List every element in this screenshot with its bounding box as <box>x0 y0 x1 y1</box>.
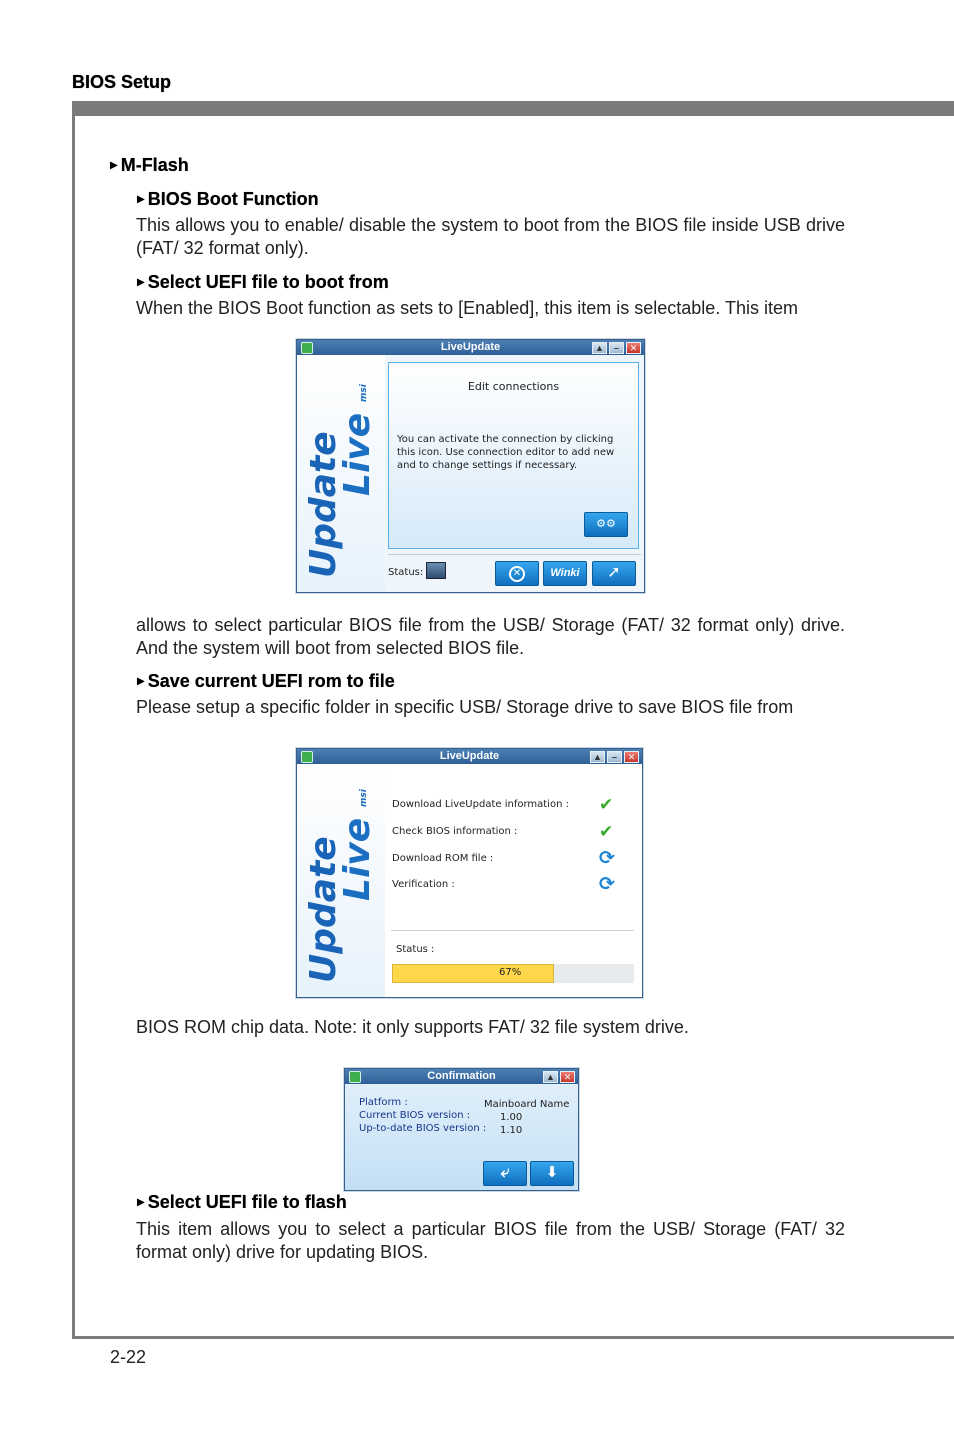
step-verification: Verification : <box>392 879 455 890</box>
connection-settings-button[interactable] <box>584 512 628 537</box>
uptodate-bios-value: 1.10 <box>500 1125 523 1136</box>
refresh-icon: ⟳ <box>599 848 615 869</box>
logo-brand-text: msi <box>359 384 369 402</box>
progress-fill <box>392 964 554 983</box>
cancel-button[interactable] <box>495 561 539 586</box>
page-number: 2-22 <box>110 1347 147 1367</box>
step-download-info: Download LiveUpdate information : <box>392 799 569 810</box>
window-titlebar <box>345 1069 578 1084</box>
section-heading <box>110 155 189 176</box>
progress-bar <box>392 964 634 983</box>
divider <box>388 554 641 555</box>
liveupdate-logo-panel <box>297 355 385 592</box>
liveupdate-window-1 <box>296 339 645 593</box>
logo-live-text: Live <box>337 412 378 496</box>
liveupdate-window-2 <box>296 748 643 998</box>
network-computers-icon <box>426 562 446 579</box>
item-text-select-uefi-boot-2: allows to select particular BIOS file from the USB/ Storage (FAT/ 32 format only) drive. And the system will boot from selected BIOS file. <box>136 615 845 658</box>
item-heading-select-uefi-boot <box>137 272 389 293</box>
logo-live-text: Live <box>337 817 378 901</box>
back-arrow-icon: ⤶ <box>500 1164 510 1181</box>
bottom-rule <box>72 1336 954 1339</box>
page-header-title: BIOS Setup <box>72 72 172 92</box>
progress-text: 67% <box>499 967 522 978</box>
logo-brand-text: msi <box>359 789 369 807</box>
header-bar <box>72 101 954 116</box>
cancel-circle-icon: ✕ <box>509 566 525 582</box>
panel-title: Edit connections <box>467 380 560 393</box>
close-icon[interactable]: ✕ <box>626 342 641 354</box>
logo-update-text: Update <box>303 836 344 983</box>
uptodate-bios-label: Up-to-date BIOS version : <box>359 1123 487 1134</box>
up-icon[interactable]: ▲ <box>592 342 607 354</box>
item-text-select-uefi-boot-1: When the BIOS Boot function as sets to [Enabled], this item is selectable. This item <box>136 298 798 318</box>
left-rule <box>72 101 75 1339</box>
check-icon: ✔ <box>599 795 614 814</box>
check-icon: ✔ <box>599 822 614 841</box>
item-text-select-uefi-flash: This item allows you to select a particular BIOS file from the USB/ Storage (FAT/ 32 format only) drive for updating BIOS. <box>136 1219 845 1262</box>
bullet-triangle-icon: ▶ <box>137 277 145 288</box>
liveupdate-logo <box>301 378 381 578</box>
liveupdate-logo <box>301 783 381 983</box>
step-download-rom: Download ROM file : <box>392 853 494 864</box>
app-icon <box>301 342 313 354</box>
next-arrow-icon: ➚ <box>607 564 621 581</box>
item-heading-save-uefi-rom <box>137 671 395 692</box>
item-text-save-uefi-rom-1: Please setup a specific folder in specific USB/ Storage drive to save BIOS file from <box>136 697 794 717</box>
section-title: M-Flash <box>120 155 189 175</box>
status-label: Status : <box>396 944 435 955</box>
item-heading-select-uefi-flash <box>137 1192 347 1213</box>
current-bios-label: Current BIOS version : <box>359 1110 471 1121</box>
confirmation-window <box>344 1068 579 1191</box>
item-text-bios-boot: This allows you to enable/ disable the system to boot from the BIOS file inside USB drive (FAT/ 32 format only). <box>136 215 845 258</box>
edit-connections-panel <box>388 362 639 549</box>
item-heading-text: Save current UEFI rom to file <box>147 671 395 691</box>
back-button[interactable] <box>483 1161 527 1186</box>
item-heading-text: Select UEFI file to flash <box>147 1192 347 1212</box>
refresh-icon: ⟳ <box>599 874 615 895</box>
bullet-triangle-icon: ▶ <box>110 160 118 171</box>
app-icon <box>301 751 313 763</box>
winki-label: Winki <box>550 567 580 579</box>
item-heading-text: Select UEFI file to boot from <box>147 272 389 292</box>
up-icon[interactable]: ▲ <box>543 1071 558 1083</box>
window-title: LiveUpdate <box>439 750 500 762</box>
minimize-icon[interactable]: – <box>607 751 622 763</box>
window-title: LiveUpdate <box>440 341 501 353</box>
next-button[interactable] <box>592 561 636 586</box>
download-icon: ⬇ <box>545 1164 559 1181</box>
status-label: Status: <box>388 567 424 578</box>
winki-button[interactable] <box>543 561 587 586</box>
close-icon[interactable]: ✕ <box>560 1071 575 1083</box>
close-icon[interactable]: ✕ <box>624 751 639 763</box>
liveupdate-logo-panel <box>297 764 385 997</box>
platform-value: Mainboard Name <box>484 1099 570 1110</box>
gears-icon: ⚙⚙ <box>596 518 616 530</box>
divider <box>391 930 634 931</box>
item-text-save-uefi-rom-2: BIOS ROM chip data. Note: it only supports FAT/ 32 file system drive. <box>136 1017 689 1037</box>
logo-update-text: Update <box>303 431 344 578</box>
platform-label: Platform : <box>359 1097 408 1108</box>
item-heading-text: BIOS Boot Function <box>147 189 319 209</box>
window-title: Confirmation <box>427 1070 496 1082</box>
window-titlebar <box>297 749 642 764</box>
panel-description: You can activate the connection by clicking this icon. Use connection editor to add new and to change settings if necessary. <box>397 434 615 471</box>
current-bios-value: 1.00 <box>500 1112 523 1123</box>
bullet-triangle-icon: ▶ <box>137 1197 145 1208</box>
item-heading-bios-boot <box>137 189 319 210</box>
minimize-icon[interactable]: – <box>609 342 624 354</box>
bullet-triangle-icon: ▶ <box>137 676 145 687</box>
up-icon[interactable]: ▲ <box>590 751 605 763</box>
app-icon <box>349 1071 361 1083</box>
bullet-triangle-icon: ▶ <box>137 194 145 205</box>
download-button[interactable] <box>530 1161 574 1186</box>
window-titlebar <box>297 340 644 355</box>
step-check-bios: Check BIOS information : <box>392 826 518 837</box>
